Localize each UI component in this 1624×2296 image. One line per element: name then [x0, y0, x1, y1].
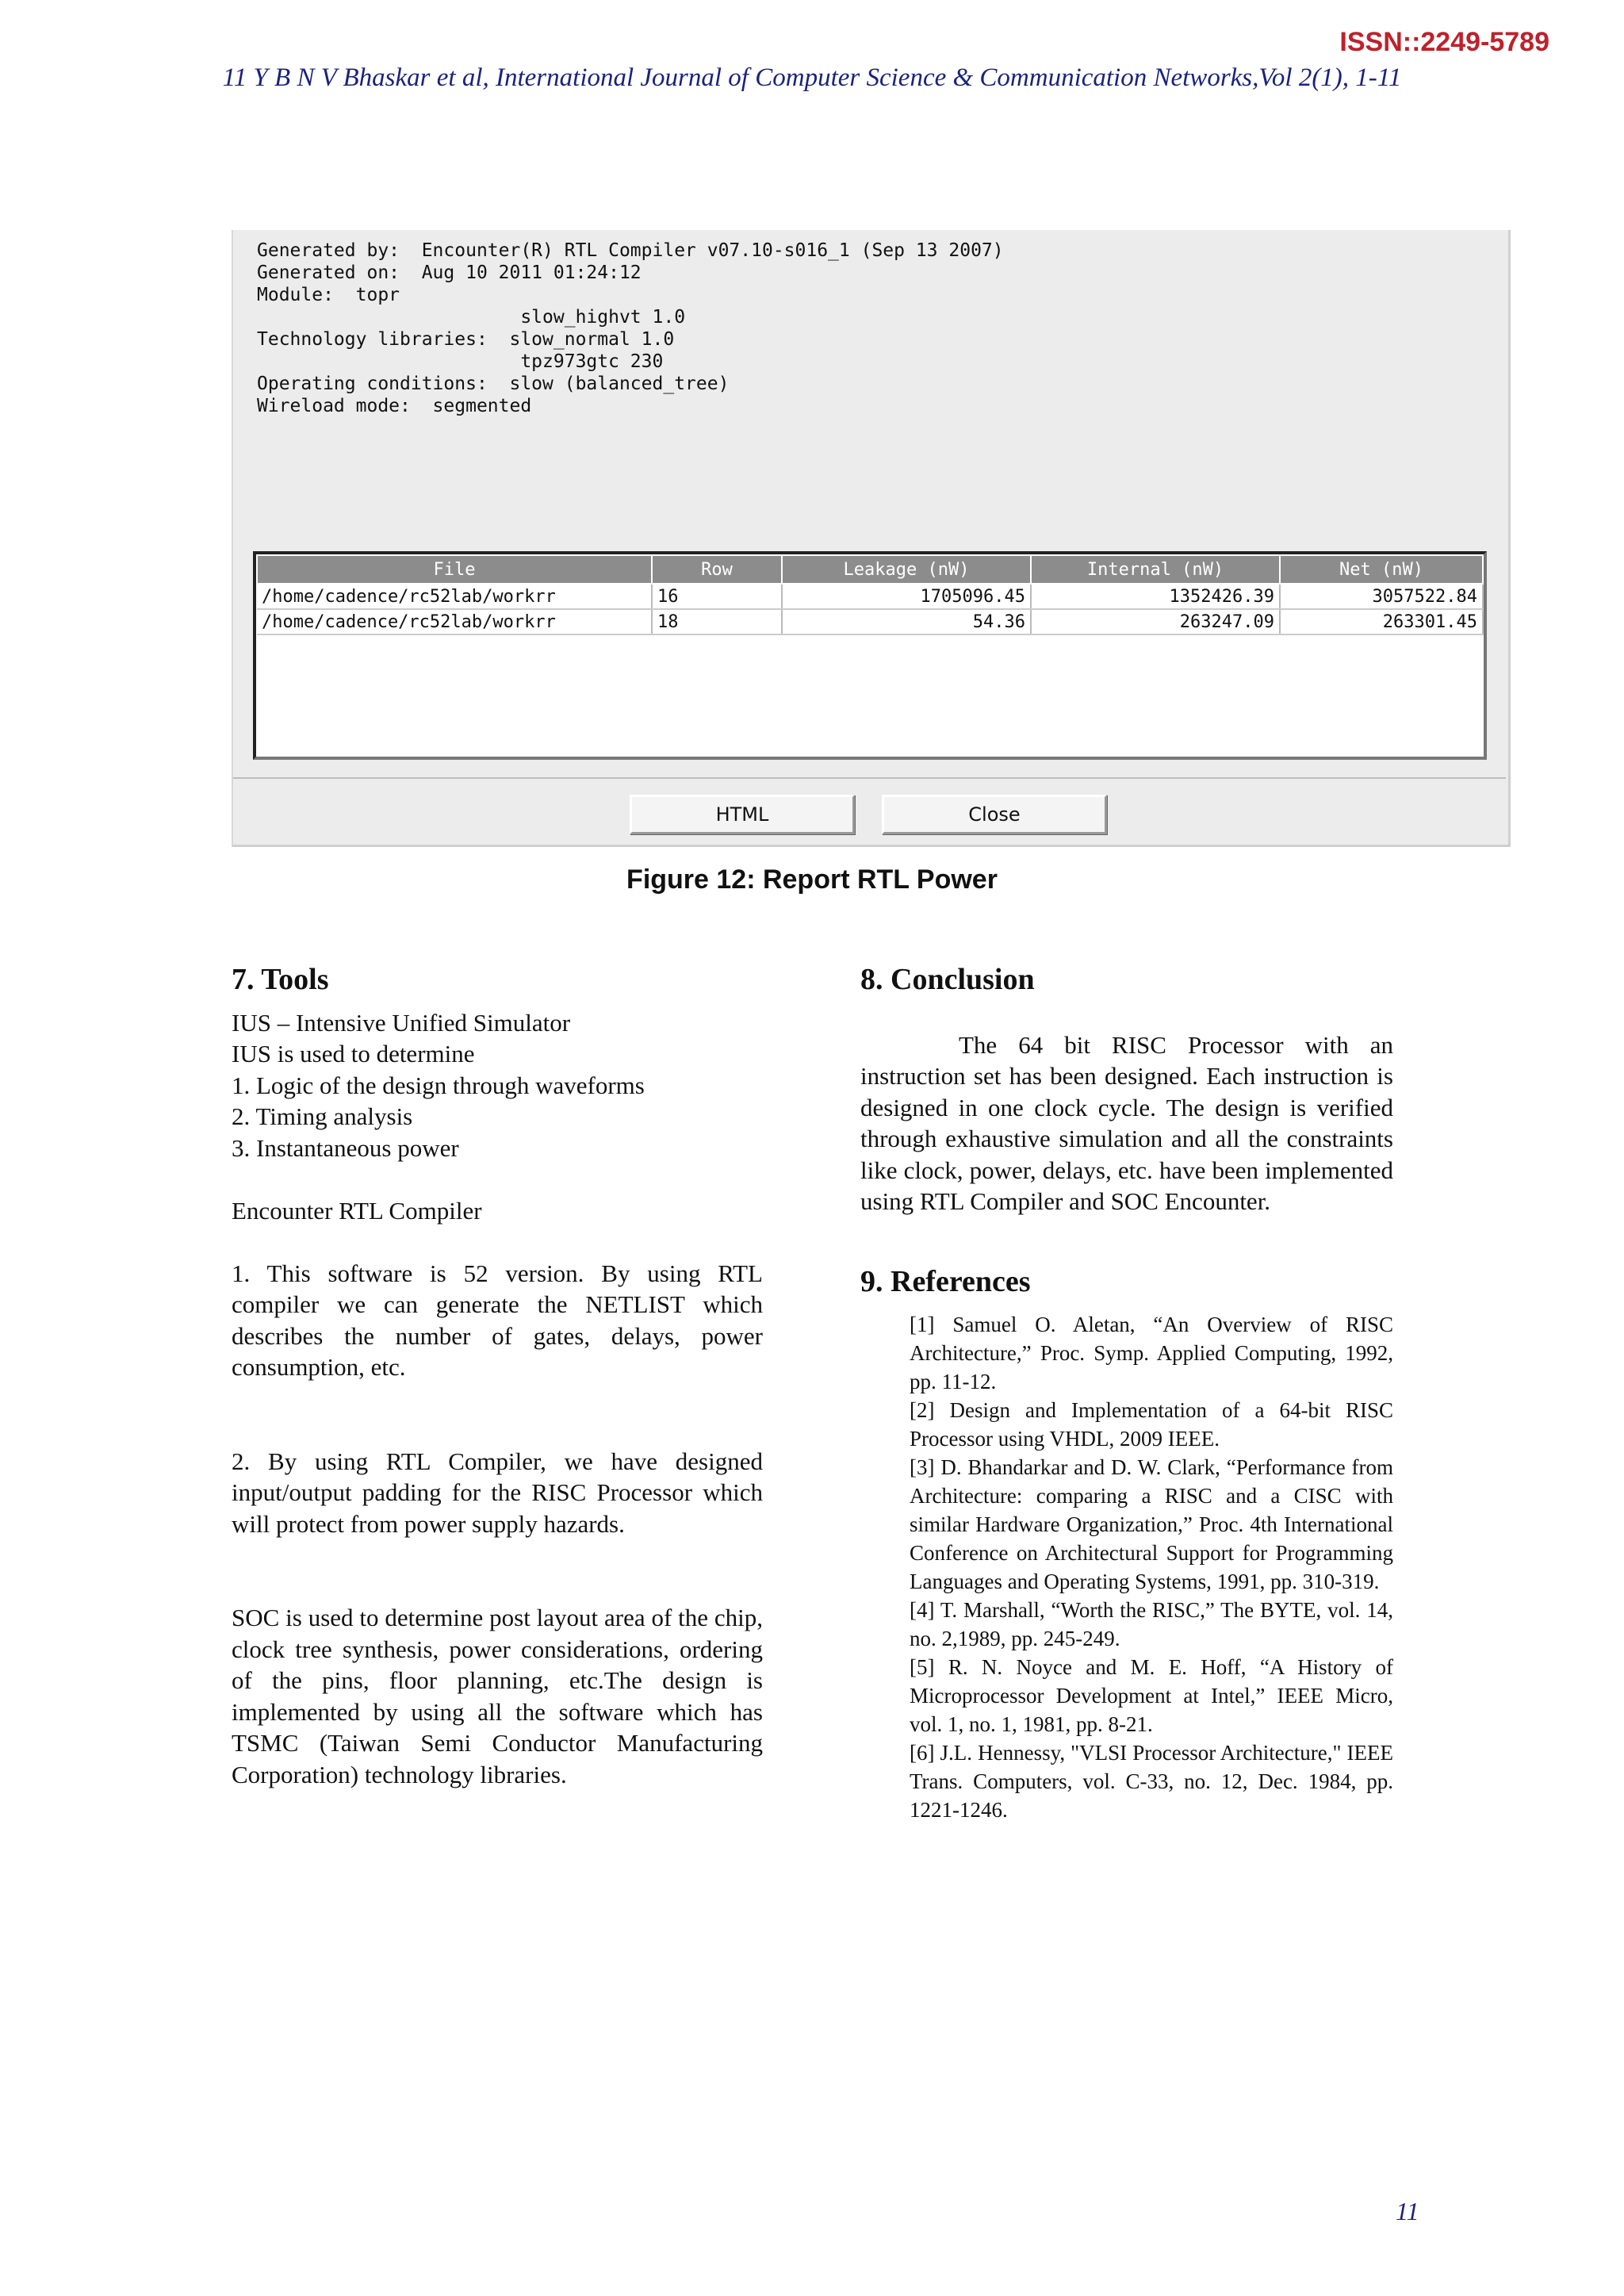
- reference-item: [4] T. Marshall, “Worth the RISC,” The BYTE, vol. 14, no. 2,1989, pp. 245-249.: [910, 1598, 1393, 1650]
- info-line: Generated on: Aug 10 2011 01:24:12: [257, 263, 642, 283]
- tools-line: 1. Logic of the design through waveforms: [232, 1071, 645, 1099]
- cell-file: /home/cadence/rc52lab/workrr: [257, 609, 652, 634]
- column-header-internal[interactable]: Internal (nW): [1031, 555, 1280, 584]
- column-header-leakage[interactable]: Leakage (nW): [782, 555, 1031, 584]
- tools-paragraph-2: 2. By using RTL Compiler, we have designed input/output padding for the RISC Processor which will protect from power supply hazards.: [232, 1447, 763, 1538]
- references-list: [910, 1310, 1393, 1824]
- conclusion-paragraph: The 64 bit RISC Processor with an instruction set has been designed. Each instruction is designed in one clock cycle. The design is verified through exhaustive simulation and all the constraints like clock, power, delays, etc. have been implemented using RTL Compiler and SOC Encounter.: [860, 1030, 1393, 1215]
- reference-item: [3] D. Bhandarkar and D. W. Clark, “Performance from Architecture: comparing a RISC and a CISC with similar Hardware Organization,” Proc. 4th International Conference on Architectural Support for Programming Languages and Operating Systems, 1991, pp. 310-319.: [910, 1455, 1393, 1593]
- info-line: slow_highvt 1.0: [257, 307, 686, 328]
- references-heading: 9. References: [860, 1264, 1031, 1298]
- reference-item: [6] J.L. Hennessy, "VLSI Processor Architecture," IEEE Trans. Computers, vol. C-33, no. 12, Dec. 1984, pp. 1221-1246.: [910, 1741, 1393, 1822]
- cell-net: 3057522.84: [1280, 584, 1483, 609]
- column-header-row[interactable]: Row: [652, 555, 782, 584]
- tools-line: IUS – Intensive Unified Simulator: [232, 1008, 571, 1037]
- rtl-compiler-label: Encounter RTL Compiler: [232, 1196, 482, 1225]
- cell-internal: 263247.09: [1031, 609, 1280, 634]
- report-info-block: [257, 240, 1004, 417]
- tools-paragraph-1: 1. This software is 52 version. By using RTL compiler we can generate the NETLIST which describes the number of gates, delays, power consumption, etc.: [232, 1259, 763, 1381]
- right-column: [860, 964, 1393, 1824]
- info-line: Wireload mode: segmented: [257, 396, 532, 416]
- html-button[interactable]: HTML: [630, 795, 855, 834]
- table-row[interactable]: [257, 584, 1483, 609]
- cell-file: /home/cadence/rc52lab/workrr: [257, 584, 652, 609]
- info-line: Technology libraries: slow_normal 1.0: [257, 329, 675, 350]
- close-button[interactable]: Close: [882, 795, 1107, 834]
- info-line: Operating conditions: slow (balanced_tree): [257, 374, 730, 394]
- tools-line: 2. Timing analysis: [232, 1102, 413, 1130]
- cell-internal: 1352426.39: [1031, 584, 1280, 609]
- info-line: Module: topr: [257, 285, 400, 305]
- info-line: Generated by: Encounter(R) RTL Compiler v07.10-s016_1 (Sep 13 2007): [257, 240, 1004, 261]
- tools-line: IUS is used to determine: [232, 1040, 475, 1068]
- issn-label: ISSN::2249-5789: [1339, 27, 1549, 57]
- column-header-net[interactable]: Net (nW): [1280, 555, 1483, 584]
- power-table: [253, 551, 1487, 760]
- cell-leakage: 54.36: [782, 609, 1031, 634]
- table-header-row: [257, 555, 1483, 584]
- running-head: 11 Y B N V Bhaskar et al, International Journal of Computer Science & Communication Networks,Vol 2(1), 1-11: [222, 63, 1402, 92]
- tools-line: 3. Instantaneous power: [232, 1133, 459, 1162]
- cell-row: 16: [652, 584, 782, 609]
- tools-paragraph-3: SOC is used to determine post layout area of the chip, clock tree synthesis, power considerations, ordering of the pins, floor planning, etc.The design is implemented by using all the software which has TSMC (Taiwan Semi Conductor Manufacturing Corporation) technology libraries.: [232, 1604, 763, 1788]
- reference-item: [1] Samuel O. Aletan, “An Overview of RISC Architecture,” Proc. Symp. Applied Computing, 1992, pp. 11-12.: [910, 1313, 1393, 1393]
- page-number: 11: [1396, 2197, 1419, 2225]
- tools-heading: 7. Tools: [232, 963, 329, 996]
- figure-caption: Figure 12: Report RTL Power: [626, 864, 998, 895]
- table-row[interactable]: [257, 609, 1483, 634]
- cell-leakage: 1705096.45: [782, 584, 1031, 609]
- cell-net: 263301.45: [1280, 609, 1483, 634]
- info-line: tpz973gtc 230: [257, 351, 664, 372]
- column-header-file[interactable]: File: [257, 555, 652, 584]
- dialog-divider: [233, 777, 1506, 779]
- report-rtl-power-screenshot: [232, 230, 1511, 847]
- conclusion-heading: 8. Conclusion: [860, 963, 1035, 996]
- reference-item: [5] R. N. Noyce and M. E. Hoff, “A History of Microprocessor Development at Intel,” IEEE Micro, vol. 1, no. 1, 1981, pp. 8-21.: [910, 1655, 1393, 1736]
- cell-row: 18: [652, 609, 782, 634]
- left-column: [232, 964, 763, 1790]
- reference-item: [2] Design and Implementation of a 64-bit RISC Processor using VHDL, 2009 IEEE.: [910, 1398, 1393, 1451]
